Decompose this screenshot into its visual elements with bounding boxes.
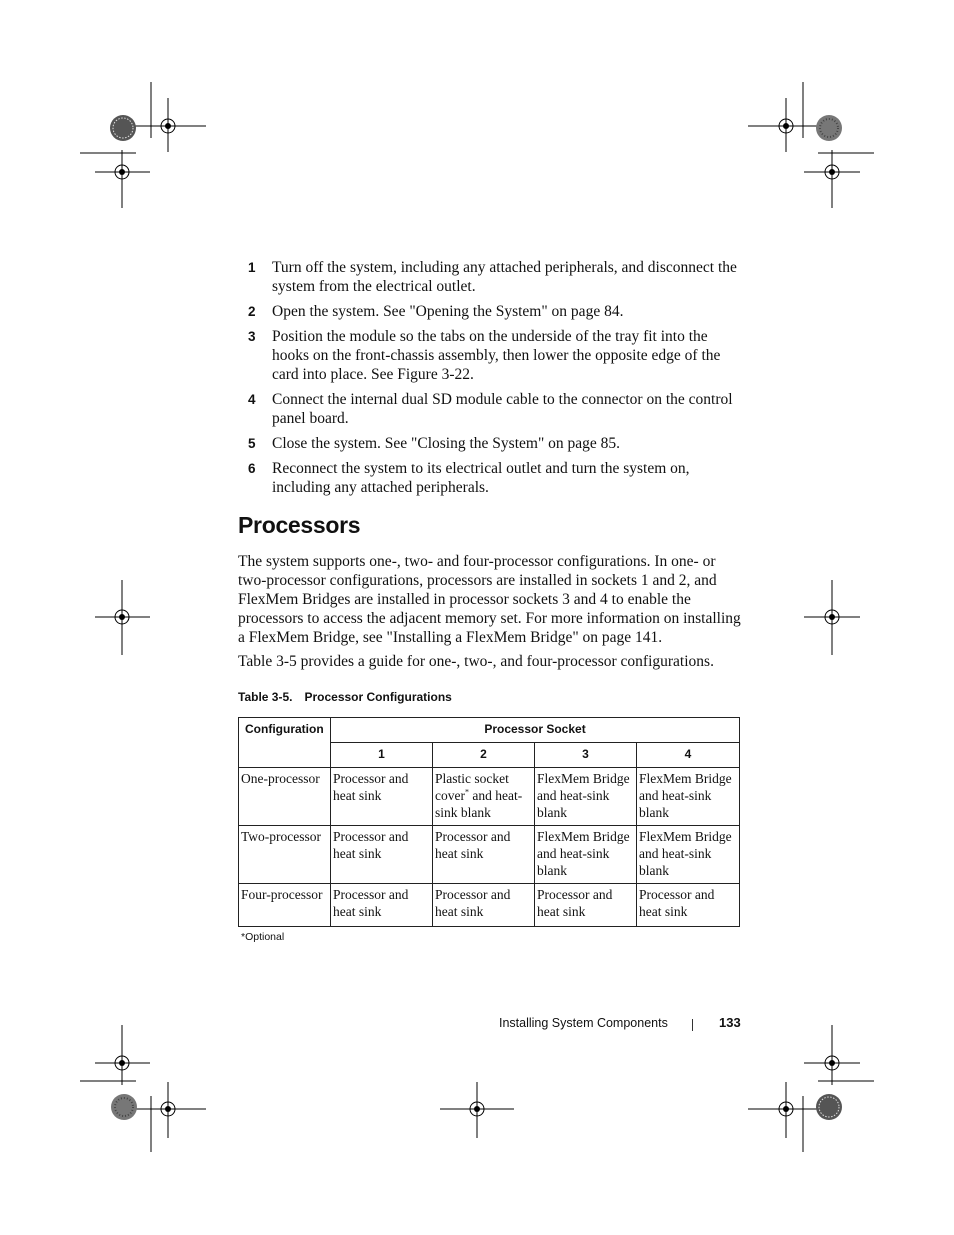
table-caption-label: Table 3-5. <box>238 690 293 704</box>
step-item <box>248 327 748 384</box>
header-socket-3: 3 <box>535 743 637 768</box>
cell-socket-3: FlexMem Bridge and heat-sink blank <box>535 826 637 884</box>
cell-socket-1: Processor and heat sink <box>331 826 433 884</box>
step-number: 4 <box>248 392 256 407</box>
step-number: 3 <box>248 329 256 344</box>
step-item <box>248 258 748 296</box>
cell-socket-1: Processor and heat sink <box>331 768 433 826</box>
cell-socket-4: FlexMem Bridge and heat-sink blank <box>637 768 740 826</box>
step-number: 1 <box>248 260 256 275</box>
step-number: 2 <box>248 304 256 319</box>
step-text: Turn off the system, including any attached peripherals, and disconnect the system from the electrical outlet. <box>272 259 737 295</box>
table-row <box>239 884 740 927</box>
cell-socket-2 <box>433 768 535 826</box>
step-number: 6 <box>248 461 256 476</box>
cell-socket-2: Processor and heat sink <box>433 884 535 927</box>
table-footnote: *Optional <box>241 931 285 943</box>
table-caption-title: Processor Configurations <box>304 690 452 704</box>
guide-paragraph: Table 3-5 provides a guide for one-, two-, and four-processor configurations. <box>238 653 714 670</box>
header-socket-1: 1 <box>331 743 433 768</box>
footer-divider <box>692 1019 693 1031</box>
cell-socket-4: Processor and heat sink <box>637 884 740 927</box>
step-text: Connect the internal dual SD module cable to the connector on the control panel board. <box>272 391 733 427</box>
cell-socket-3: FlexMem Bridge and heat-sink blank <box>535 768 637 826</box>
step-item <box>248 390 748 428</box>
cell-text: Plastic socket cover <box>435 771 509 803</box>
cell-config: Two-processor <box>239 826 331 884</box>
step-number: 5 <box>248 436 256 451</box>
table-caption <box>238 690 452 704</box>
step-text: Reconnect the system to its electrical outlet and turn the system on, including any attached peripherals. <box>272 460 690 496</box>
processor-config-table <box>238 717 740 927</box>
intro-paragraph: The system supports one-, two- and four-processor configurations. In one- or two-processor configurations, processors are installed in sockets 1 and 2, and FlexMem Bridges are installed in processor sockets 3 and 4 to enable the processors to access the adjacent memory set. For more information on installing a FlexMem Bridge, see "Installing a FlexMem Bridge" on page 141. <box>238 553 741 646</box>
procedure-steps <box>248 258 748 503</box>
footer-chapter-title: Installing System Components <box>499 1016 668 1030</box>
header-configuration: Configuration <box>239 718 331 768</box>
step-text: Close the system. See "Closing the System" on page 85. <box>272 435 621 452</box>
header-socket-2: 2 <box>433 743 535 768</box>
step-text: Position the module so the tabs on the underside of the tray fit into the hooks on the front-chassis assembly, then lower the opposite edge of the card into place. See Figure 3-22. <box>272 328 721 383</box>
cell-config: Four-processor <box>239 884 331 927</box>
cell-socket-3: Processor and heat sink <box>535 884 637 927</box>
step-item <box>248 459 748 497</box>
footnote-mark: * <box>464 787 469 797</box>
section-title: Processors <box>238 512 361 538</box>
step-text: Open the system. See "Opening the System" on page 84. <box>272 303 624 320</box>
cell-socket-2: Processor and heat sink <box>433 826 535 884</box>
cell-socket-1: Processor and heat sink <box>331 884 433 927</box>
cell-text: and heat-sink blank <box>435 788 523 820</box>
step-item <box>248 302 748 321</box>
table-row <box>239 768 740 826</box>
step-item <box>248 434 748 453</box>
header-socket-4: 4 <box>637 743 740 768</box>
table-header-row <box>239 718 740 743</box>
cell-config: One-processor <box>239 768 331 826</box>
header-processor-socket: Processor Socket <box>331 718 740 743</box>
table-row <box>239 826 740 884</box>
footer-page-number: 133 <box>719 1015 741 1030</box>
cell-socket-4: FlexMem Bridge and heat-sink blank <box>637 826 740 884</box>
